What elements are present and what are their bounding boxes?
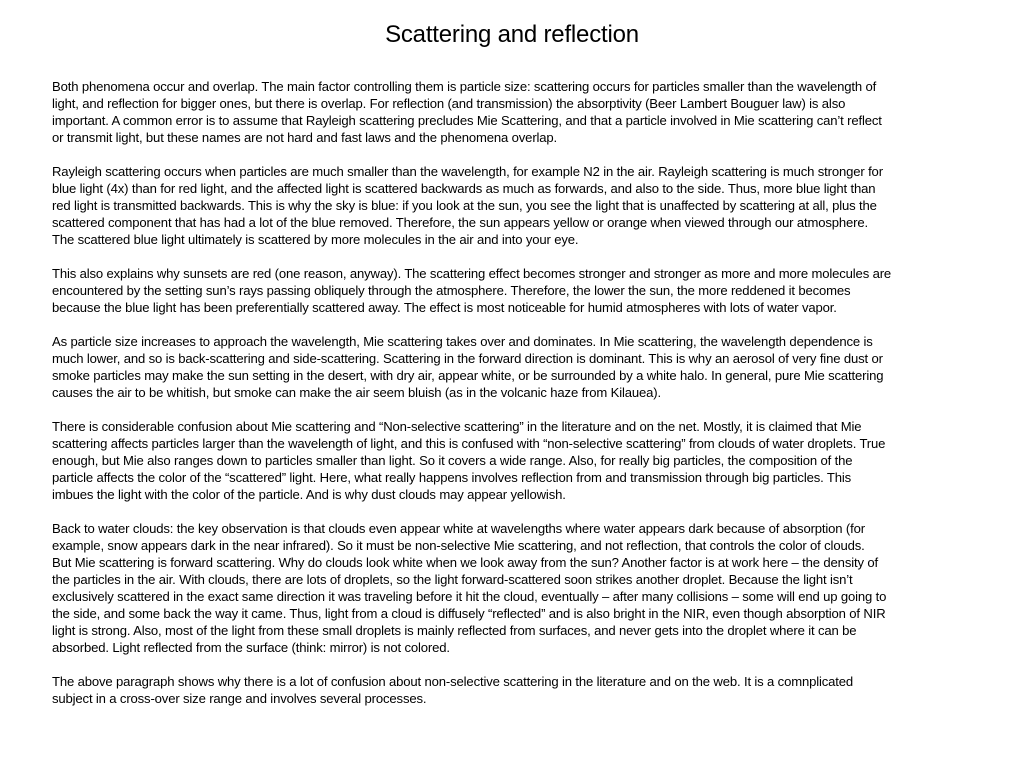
- text-line: encountered by the setting sun’s rays passing obliquely through the atmosphere. Therefore, the lower the sun, the more reddened it becomes: [52, 283, 851, 298]
- text-line: example, snow appears dark in the near infrared). So it must be non-selective Mie scattering, and not reflection, that controls the color of clouds.: [52, 538, 865, 553]
- text-line: blue light (4x) than for red light, and the affected light is scattered backwards as much as forwards, and also to the side. Thus, more blue light than: [52, 181, 876, 196]
- text-line: As particle size increases to approach the wavelength, Mie scattering takes over and dominates. In Mie scattering, the wavelength dependence is: [52, 334, 873, 349]
- text-line: smoke particles may make the sun setting in the desert, with dry air, appear white, or be surrounded by a white halo. In general, pure Mie scattering: [52, 368, 884, 383]
- text-line: light is strong. Also, most of the light from these small droplets is mainly reflected from surfaces, and never gets into the droplet where it can be: [52, 623, 857, 638]
- text-line: imbues the light with the color of the particle. And is why dust clouds may appear yellowish.: [52, 487, 566, 502]
- paragraph-mie: [52, 333, 1012, 401]
- text-line: red light is transmitted backwards. This is why the sky is blue: if you look at the sun, you see the light that is unaffected by scattering at all, plus the: [52, 198, 877, 213]
- text-line: The scattered blue light ultimately is scattered by more molecules in the air and into your eye.: [52, 232, 579, 247]
- text-line: particle affects the color of the “scattered” light. Here, what really happens involves reflection from and transmission through big particles. This: [52, 470, 851, 485]
- text-line: But Mie scattering is forward scattering. Why do clouds look white when we look away from the sun? Another factor is at work here – the density of: [52, 555, 878, 570]
- text-line: much lower, and so is back-scattering and side-scattering. Scattering in the forward direction is dominant. This is why an aerosol of very fine dust or: [52, 351, 883, 366]
- text-line: enough, but Mie also ranges down to particles smaller than light. So it covers a wide range. Also, for really big particles, the composition of the: [52, 453, 853, 468]
- text-line: This also explains why sunsets are red (one reason, anyway). The scattering effect becomes stronger and stronger as more and more molecules are: [52, 266, 892, 281]
- paragraph-overview: [52, 78, 1012, 146]
- text-line: important. A common error is to assume that Rayleigh scattering precludes Mie Scattering, and that a particle involved in Mie scattering can’t reflect: [52, 113, 882, 128]
- text-line: causes the air to be whitish, but smoke can make the air seem bluish (as in the volcanic haze from Kilauea).: [52, 385, 661, 400]
- text-line: the particles in the air. With clouds, there are lots of droplets, so the light forward-scattered soon strikes another droplet. Because the light isn’t: [52, 572, 853, 587]
- text-line: exclusively scattered in the exact same direction it was traveling before it hit the cloud, eventually – after many collisions – some will end up going to: [52, 589, 887, 604]
- paragraph-conclusion: [52, 673, 1012, 707]
- text-line: Rayleigh scattering occurs when particles are much smaller than the wavelength, for example N2 in the air. Rayleigh scattering is much stronger for: [52, 164, 883, 179]
- text-line: absorbed. Light reflected from the surface (think: mirror) is not colored.: [52, 640, 450, 655]
- text-line: light, and reflection for bigger ones, but there is overlap. For reflection (and transmission) the absorptivity (Beer Lambert Bouguer law) is also: [52, 96, 846, 111]
- paragraph-sunsets: [52, 265, 1012, 316]
- text-line: subject in a cross-over size range and involves several processes.: [52, 691, 427, 706]
- text-line: scattering affects particles larger than the wavelength of light, and this is confused with “non-selective scattering” from clouds of water droplets. True: [52, 436, 886, 451]
- text-line: or transmit light, but these names are not hard and fast laws and the phenomena overlap.: [52, 130, 558, 145]
- page-title: Scattering and reflection: [385, 21, 639, 48]
- paragraph-rayleigh: [52, 163, 1012, 248]
- paragraph-water-clouds: [52, 520, 1012, 656]
- text-line: Both phenomena occur and overlap. The main factor controlling them is particle size: scattering occurs for particles smaller than the wavelength of: [52, 79, 877, 94]
- text-line: The above paragraph shows why there is a lot of confusion about non-selective scattering in the literature and on the web. It is a comnplicated: [52, 674, 854, 689]
- document-body: [52, 78, 1012, 724]
- paragraph-non-selective: [52, 418, 1012, 503]
- text-line: Back to water clouds: the key observation is that clouds even appear white at wavelengths where water appears dark because of absorption (for: [52, 521, 865, 536]
- text-line: There is considerable confusion about Mie scattering and “Non-selective scattering” in the literature and on the net. Mostly, it is claimed that Mie: [52, 419, 862, 434]
- text-line: the side, and some back the way it came. Thus, light from a cloud is diffusely “reflected” and is also bright in the NIR, even though absorption of NIR: [52, 606, 886, 621]
- text-line: scattered component that has had a lot of the blue removed. Therefore, the sun appears yellow or orange when viewed through our atmosphere.: [52, 215, 868, 230]
- text-line: because the blue light has been preferentially scattered away. The effect is most noticeable for humid atmospheres with lots of water vapor.: [52, 300, 837, 315]
